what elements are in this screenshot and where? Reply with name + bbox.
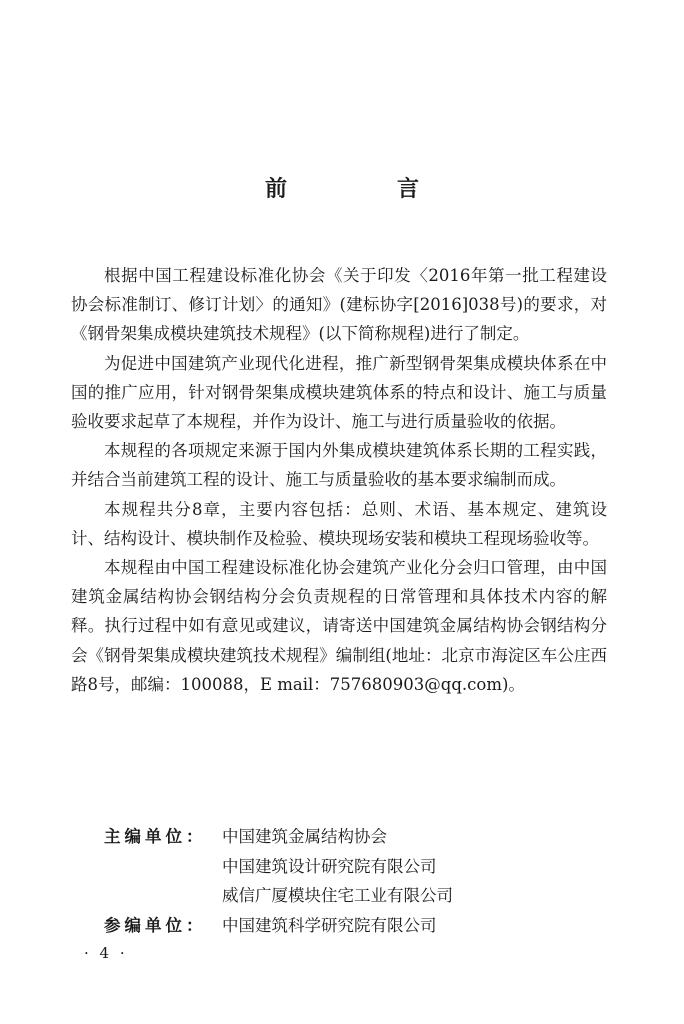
compiling-units bbox=[104, 822, 604, 940]
chief-units-list bbox=[222, 822, 453, 911]
participating-units-label: 参编单位： bbox=[104, 915, 207, 935]
paragraph-purpose: 为促进中国建筑产业现代化进程，推广新型钢骨架集成模块体系在中国的推广应用，针对钢骨架集成模块建筑体系的特点和设计、施工与质量验收要求起草了本规程，并作为设计、施工与进行质量验收的依据。 bbox=[71, 353, 607, 432]
chief-units-row bbox=[104, 822, 604, 911]
paragraph-background: 根据中国工程建设标准化协会《关于印发〈2016年第一批工程建设协会标准制订、修订计划〉的通知》(建标协字[2016]038号)的要求，对《钢骨架集成模块建筑技术规程》(以下简称规程)进行了制定。 bbox=[71, 266, 607, 344]
chief-unit-item: 中国建筑金属结构协会 bbox=[222, 827, 387, 846]
page-title: 前 言 bbox=[264, 177, 463, 202]
paragraph-contents: 本规程共分8章，主要内容包括：总则、术语、基本规定、建筑设计、结构设计、模块制作及检验、模块现场安装和模块工程现场验收等。 bbox=[71, 499, 607, 548]
chief-unit-item: 威信广厦模块住宅工业有限公司 bbox=[222, 886, 453, 905]
chief-unit-item: 中国建筑设计研究院有限公司 bbox=[222, 856, 437, 876]
paragraph-management: 本规程由中国工程建设标准化协会建筑产业化分会归口管理，由中国建筑金属结构协会钢结构分会负责规程的日常管理和具体技术内容的解释。执行过程中如有意见或建议，请寄送中国建筑金属结构协会钢结构分会《钢骨架集成模块建筑技术规程》编制组(地址：北京市海淀区车公庄西路8号，邮编：100088，E mail：757680903@qq.com)。 bbox=[71, 558, 607, 694]
participating-unit-item: 中国建筑科学研究院有限公司 bbox=[222, 915, 437, 935]
chief-units-label: 主编单位： bbox=[104, 827, 207, 846]
page-number: · 4 · bbox=[84, 944, 128, 962]
paragraph-sources: 本规程的各项规定来源于国内外集成模块建筑体系长期的工程实践，并结合当前建筑工程的设计、施工与质量验收的基本要求编制而成。 bbox=[71, 441, 607, 490]
participating-units-list bbox=[222, 911, 437, 941]
participating-units-row bbox=[104, 911, 604, 941]
preface-body bbox=[71, 261, 607, 699]
